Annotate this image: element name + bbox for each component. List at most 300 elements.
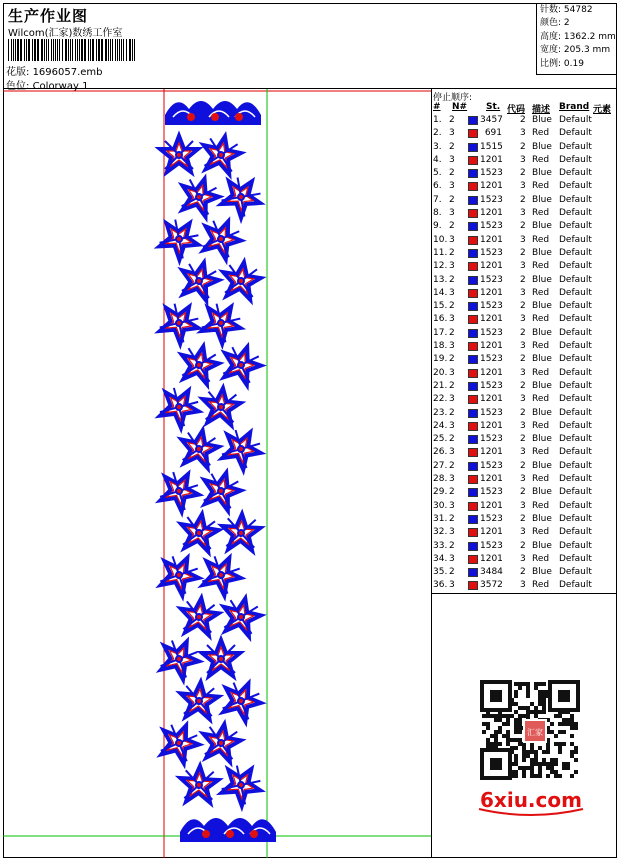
row-brand: Default (559, 128, 592, 139)
qr-badge-text: 汇家 (527, 728, 543, 737)
stop-sequence-title: 停止顺序: (433, 93, 473, 103)
row-stitches: 1523 (480, 513, 503, 524)
table-row (432, 553, 617, 566)
col-num: # (433, 102, 441, 112)
row-code: 2 (520, 513, 526, 524)
row-desc: Red (532, 553, 550, 564)
row-num: 26. (433, 447, 448, 458)
row-brand: Default (559, 287, 592, 298)
row-stitches: 1201 (480, 181, 503, 192)
row-stitches: 1523 (480, 327, 503, 338)
table-row (432, 393, 617, 406)
stat-1 (540, 17, 614, 30)
row-stitches: 691 (484, 128, 502, 139)
row-stitches: 1201 (480, 314, 503, 325)
row-desc: Blue (532, 567, 552, 578)
file-line (6, 63, 103, 78)
row-code: 3 (520, 181, 526, 192)
table-row (432, 380, 617, 393)
row-code: 2 (520, 487, 526, 498)
row-brand: Default (559, 341, 592, 352)
star-motif (155, 634, 204, 682)
watermark-text: 6xiu.com (480, 788, 582, 812)
row-num: 10. (433, 234, 448, 245)
table-row (432, 420, 617, 433)
row-stitches: 3484 (480, 567, 503, 578)
table-row (432, 353, 617, 366)
table-row (432, 513, 617, 526)
row-needle: 3 (449, 553, 455, 564)
row-needle: 3 (449, 580, 455, 591)
page-title: 生产作业图 (8, 7, 89, 25)
table-row (432, 220, 617, 233)
row-brand: Default (559, 500, 592, 511)
row-stitches: 1523 (480, 221, 503, 232)
color-swatch (468, 515, 478, 524)
row-needle: 3 (449, 154, 455, 165)
row-brand: Default (559, 168, 592, 179)
row-code: 2 (520, 327, 526, 338)
row-desc: Blue (532, 301, 552, 312)
row-desc: Blue (532, 354, 552, 365)
row-needle: 2 (449, 194, 455, 205)
table-row (432, 260, 617, 273)
row-num: 5. (433, 168, 442, 179)
row-desc: Red (532, 474, 550, 485)
row-needle: 2 (449, 247, 455, 258)
col-stitches: St. (486, 102, 501, 112)
row-brand: Default (559, 141, 592, 152)
row-needle: 2 (449, 434, 455, 445)
color-swatch (468, 329, 478, 338)
row-num: 21. (433, 380, 448, 391)
color-swatch (468, 342, 478, 351)
table-row (432, 313, 617, 326)
row-stitches: 1515 (480, 141, 503, 152)
col-brand: Brand (559, 102, 590, 112)
star-motif (217, 676, 266, 724)
table-row (432, 287, 617, 300)
row-needle: 2 (449, 354, 455, 365)
star-motif (154, 465, 204, 515)
row-stitches: 1201 (480, 261, 503, 272)
row-code: 3 (520, 420, 526, 431)
row-num: 1. (433, 115, 442, 125)
row-desc: Red (532, 527, 550, 538)
star-motif (198, 467, 244, 512)
row-brand: Default (559, 354, 592, 365)
color-swatch (468, 156, 478, 165)
row-num: 13. (433, 274, 448, 285)
row-num: 36. (433, 580, 448, 591)
row-needle: 2 (449, 567, 455, 578)
star-motif (197, 214, 246, 262)
row-code: 3 (520, 208, 526, 219)
star-motif (176, 258, 222, 303)
color-swatch (468, 196, 478, 205)
table-row (432, 473, 617, 486)
row-num: 16. (433, 314, 448, 325)
row-brand: Default (559, 567, 592, 578)
color-swatch (468, 542, 478, 551)
row-code: 2 (520, 460, 526, 471)
row-desc: Red (532, 128, 550, 139)
sequence-rows (432, 114, 617, 593)
row-brand: Default (559, 208, 592, 219)
row-desc: Blue (532, 434, 552, 445)
row-num: 20. (433, 367, 448, 378)
row-stitches: 1201 (480, 447, 503, 458)
row-brand: Default (559, 154, 592, 165)
row-brand: Default (559, 420, 592, 431)
row-needle: 2 (449, 540, 455, 551)
stat-value: 1362.2 mm (563, 31, 616, 42)
row-desc: Blue (532, 274, 552, 285)
stat-0 (540, 4, 614, 17)
star-motif (202, 640, 240, 676)
sequence-header (432, 102, 617, 114)
row-num: 9. (433, 221, 442, 232)
star-motif (176, 173, 223, 219)
row-desc: Red (532, 500, 550, 511)
star-motif (199, 721, 243, 763)
color-swatch (468, 581, 478, 590)
color-swatch (468, 315, 478, 324)
table-row (432, 167, 617, 180)
color-swatch (468, 129, 478, 138)
row-code: 2 (520, 115, 526, 125)
row-num: 15. (433, 301, 448, 312)
stat-3 (540, 44, 614, 57)
row-stitches: 3457 (480, 115, 503, 125)
star-motif (218, 341, 266, 387)
row-desc: Blue (532, 513, 552, 524)
color-swatch (468, 369, 478, 378)
col-needle: N# (452, 102, 468, 112)
row-stitches: 1523 (480, 274, 503, 285)
row-brand: Default (559, 460, 592, 471)
table-row (432, 579, 617, 592)
row-stitches: 1523 (480, 194, 503, 205)
row-num: 27. (433, 460, 448, 471)
row-num: 12. (433, 261, 448, 272)
row-code: 2 (520, 221, 526, 232)
row-desc: Red (532, 234, 550, 245)
row-brand: Default (559, 314, 592, 325)
row-code: 2 (520, 247, 526, 258)
row-code: 3 (520, 367, 526, 378)
row-desc: Red (532, 447, 550, 458)
row-desc: Blue (532, 327, 552, 338)
row-stitches: 1523 (480, 407, 503, 418)
star-motif (154, 213, 206, 264)
row-desc: Blue (532, 115, 552, 125)
color-swatch (468, 475, 478, 484)
row-num: 24. (433, 420, 448, 431)
row-desc: Blue (532, 194, 552, 205)
watermark-logo (475, 787, 587, 817)
row-needle: 2 (449, 407, 455, 418)
color-swatch (468, 435, 478, 444)
col-element: 元素 (593, 105, 612, 115)
row-desc: Blue (532, 168, 552, 179)
color-swatch (468, 555, 478, 564)
row-desc: Red (532, 208, 550, 219)
row-brand: Default (559, 115, 592, 125)
row-code: 2 (520, 407, 526, 418)
row-num: 29. (433, 487, 448, 498)
row-needle: 3 (449, 287, 455, 298)
row-needle: 3 (449, 367, 455, 378)
stat-value: 205.3 mm (563, 45, 611, 56)
row-needle: 2 (449, 274, 455, 285)
row-code: 3 (520, 341, 526, 352)
color-swatch (468, 143, 478, 152)
table-row (432, 207, 617, 220)
row-code: 3 (520, 500, 526, 511)
table-row (432, 407, 617, 420)
row-desc: Red (532, 420, 550, 431)
row-needle: 2 (449, 168, 455, 179)
row-desc: Blue (532, 247, 552, 258)
design-canvas[interactable] (3, 89, 432, 858)
table-row (432, 526, 617, 539)
color-swatch (468, 236, 478, 245)
file-value: 1696057.emb (32, 67, 103, 78)
row-brand: Default (559, 527, 592, 538)
row-stitches: 1523 (480, 540, 503, 551)
col-code: 代码 (507, 105, 526, 115)
row-brand: Default (559, 261, 592, 272)
row-stitches: 1201 (480, 500, 503, 511)
row-desc: Red (532, 261, 550, 272)
row-stitches: 1201 (480, 208, 503, 219)
color-swatch (468, 209, 478, 218)
color-swatch (468, 488, 478, 497)
stat-4 (540, 58, 614, 71)
row-code: 2 (520, 194, 526, 205)
row-code: 2 (520, 354, 526, 365)
row-needle: 3 (449, 394, 455, 405)
row-needle: 3 (449, 420, 455, 431)
row-code: 3 (520, 287, 526, 298)
row-brand: Default (559, 434, 592, 445)
row-brand: Default (559, 394, 592, 405)
row-needle: 2 (449, 115, 455, 125)
color-swatch (468, 249, 478, 258)
row-stitches: 1201 (480, 394, 503, 405)
row-num: 31. (433, 513, 448, 524)
color-swatch (468, 462, 478, 471)
row-num: 14. (433, 287, 448, 298)
stats-panel (536, 3, 617, 75)
row-code: 2 (520, 301, 526, 312)
row-needle: 3 (449, 341, 455, 352)
row-desc: Blue (532, 221, 552, 232)
stat-value: 54782 (563, 5, 593, 15)
row-stitches: 1201 (480, 420, 503, 431)
row-num: 18. (433, 341, 448, 352)
row-code: 3 (520, 394, 526, 405)
row-code: 2 (520, 141, 526, 152)
row-needle: 3 (449, 208, 455, 219)
colorway-label: 色位: (6, 81, 30, 92)
star-motif (155, 718, 204, 766)
table-row (432, 127, 617, 140)
table-row (432, 500, 617, 513)
row-brand: Default (559, 234, 592, 245)
row-stitches: 3572 (480, 580, 503, 591)
star-motif (154, 297, 205, 348)
table-row (432, 367, 617, 380)
color-swatch (468, 409, 478, 418)
row-brand: Default (559, 380, 592, 391)
row-stitches: 1523 (480, 168, 503, 179)
row-needle: 3 (449, 474, 455, 485)
row-stitches: 1523 (480, 487, 503, 498)
row-desc: Blue (532, 380, 552, 391)
star-motif (221, 513, 261, 551)
row-code: 2 (520, 274, 526, 285)
table-row (432, 433, 617, 446)
row-stitches: 1523 (480, 434, 503, 445)
row-code: 3 (520, 474, 526, 485)
row-code: 2 (520, 434, 526, 445)
row-desc: Blue (532, 460, 552, 471)
colorway-value: Colorway 1 (32, 81, 89, 92)
company-name: Wilcom(汇家)数绣工作室 (8, 28, 123, 39)
row-brand: Default (559, 274, 592, 285)
row-brand: Default (559, 447, 592, 458)
row-brand: Default (559, 181, 592, 192)
table-row (432, 234, 617, 247)
row-desc: Red (532, 341, 550, 352)
color-swatch (468, 382, 478, 391)
star-motif (160, 136, 198, 172)
row-code: 3 (520, 314, 526, 325)
row-stitches: 1523 (480, 301, 503, 312)
stat-2 (540, 31, 614, 44)
row-stitches: 1201 (480, 154, 503, 165)
bottom-border-motif (180, 818, 276, 842)
row-stitches: 1201 (480, 527, 503, 538)
row-needle: 3 (449, 234, 455, 245)
star-motif (177, 427, 221, 470)
qr-code (470, 680, 586, 780)
row-num: 19. (433, 354, 448, 365)
row-code: 3 (520, 234, 526, 245)
color-swatch (468, 395, 478, 404)
table-row (432, 154, 617, 167)
row-needle: 2 (449, 301, 455, 312)
row-num: 30. (433, 500, 448, 511)
row-needle: 3 (449, 447, 455, 458)
row-num: 33. (433, 540, 448, 551)
color-swatch (468, 528, 478, 537)
table-row (432, 446, 617, 459)
row-needle: 2 (449, 487, 455, 498)
row-num: 11. (433, 247, 448, 258)
row-num: 23. (433, 407, 448, 418)
stop-sequence-panel (432, 89, 617, 594)
star-motif (178, 596, 220, 636)
row-num: 22. (433, 394, 448, 405)
color-swatch (468, 568, 478, 577)
row-needle: 3 (449, 181, 455, 192)
row-brand: Default (559, 194, 592, 205)
color-swatch (468, 262, 478, 271)
row-brand: Default (559, 221, 592, 232)
row-desc: Red (532, 367, 550, 378)
color-swatch (468, 169, 478, 178)
row-stitches: 1523 (480, 380, 503, 391)
table-row (432, 114, 617, 127)
embroidery-preview (3, 89, 432, 858)
table-row (432, 460, 617, 473)
row-brand: Default (559, 553, 592, 564)
star-motif (196, 297, 247, 348)
top-border-motif (165, 101, 261, 125)
row-brand: Default (559, 247, 592, 258)
row-stitches: 1201 (480, 341, 503, 352)
star-motif (216, 759, 267, 810)
table-row (432, 300, 617, 313)
row-needle: 3 (449, 128, 455, 139)
stat-label: 宽度: (540, 45, 562, 56)
star-motif (154, 381, 205, 431)
table-row (432, 274, 617, 287)
row-code: 2 (520, 540, 526, 551)
row-num: 17. (433, 327, 448, 338)
row-num: 32. (433, 527, 448, 538)
row-needle: 3 (449, 527, 455, 538)
color-swatch (468, 422, 478, 431)
star-motif (179, 680, 220, 719)
row-code: 2 (520, 567, 526, 578)
row-code: 3 (520, 447, 526, 458)
row-desc: Red (532, 154, 550, 165)
col-desc: 描述 (532, 105, 551, 115)
star-motif (216, 423, 267, 473)
row-num: 6. (433, 181, 442, 192)
color-swatch (468, 289, 478, 298)
row-stitches: 1201 (480, 367, 503, 378)
row-desc: Blue (532, 407, 552, 418)
row-stitches: 1523 (480, 247, 503, 258)
row-brand: Default (559, 367, 592, 378)
table-row (432, 194, 617, 207)
row-desc: Red (532, 580, 550, 591)
star-motif (199, 132, 244, 175)
row-brand: Default (559, 407, 592, 418)
row-num: 35. (433, 567, 448, 578)
color-swatch (468, 116, 478, 125)
star-motif (154, 550, 204, 599)
row-num: 34. (433, 553, 448, 564)
row-desc: Red (532, 394, 550, 405)
color-swatch (468, 182, 478, 191)
stat-label: 颜色: (540, 18, 562, 29)
row-brand: Default (559, 580, 592, 591)
row-num: 4. (433, 154, 442, 165)
row-brand: Default (559, 513, 592, 524)
row-stitches: 1523 (480, 354, 503, 365)
table-row (432, 486, 617, 499)
file-label: 花版: (6, 67, 30, 78)
color-swatch (468, 222, 478, 231)
row-needle: 2 (449, 327, 455, 338)
star-motif (200, 386, 242, 426)
